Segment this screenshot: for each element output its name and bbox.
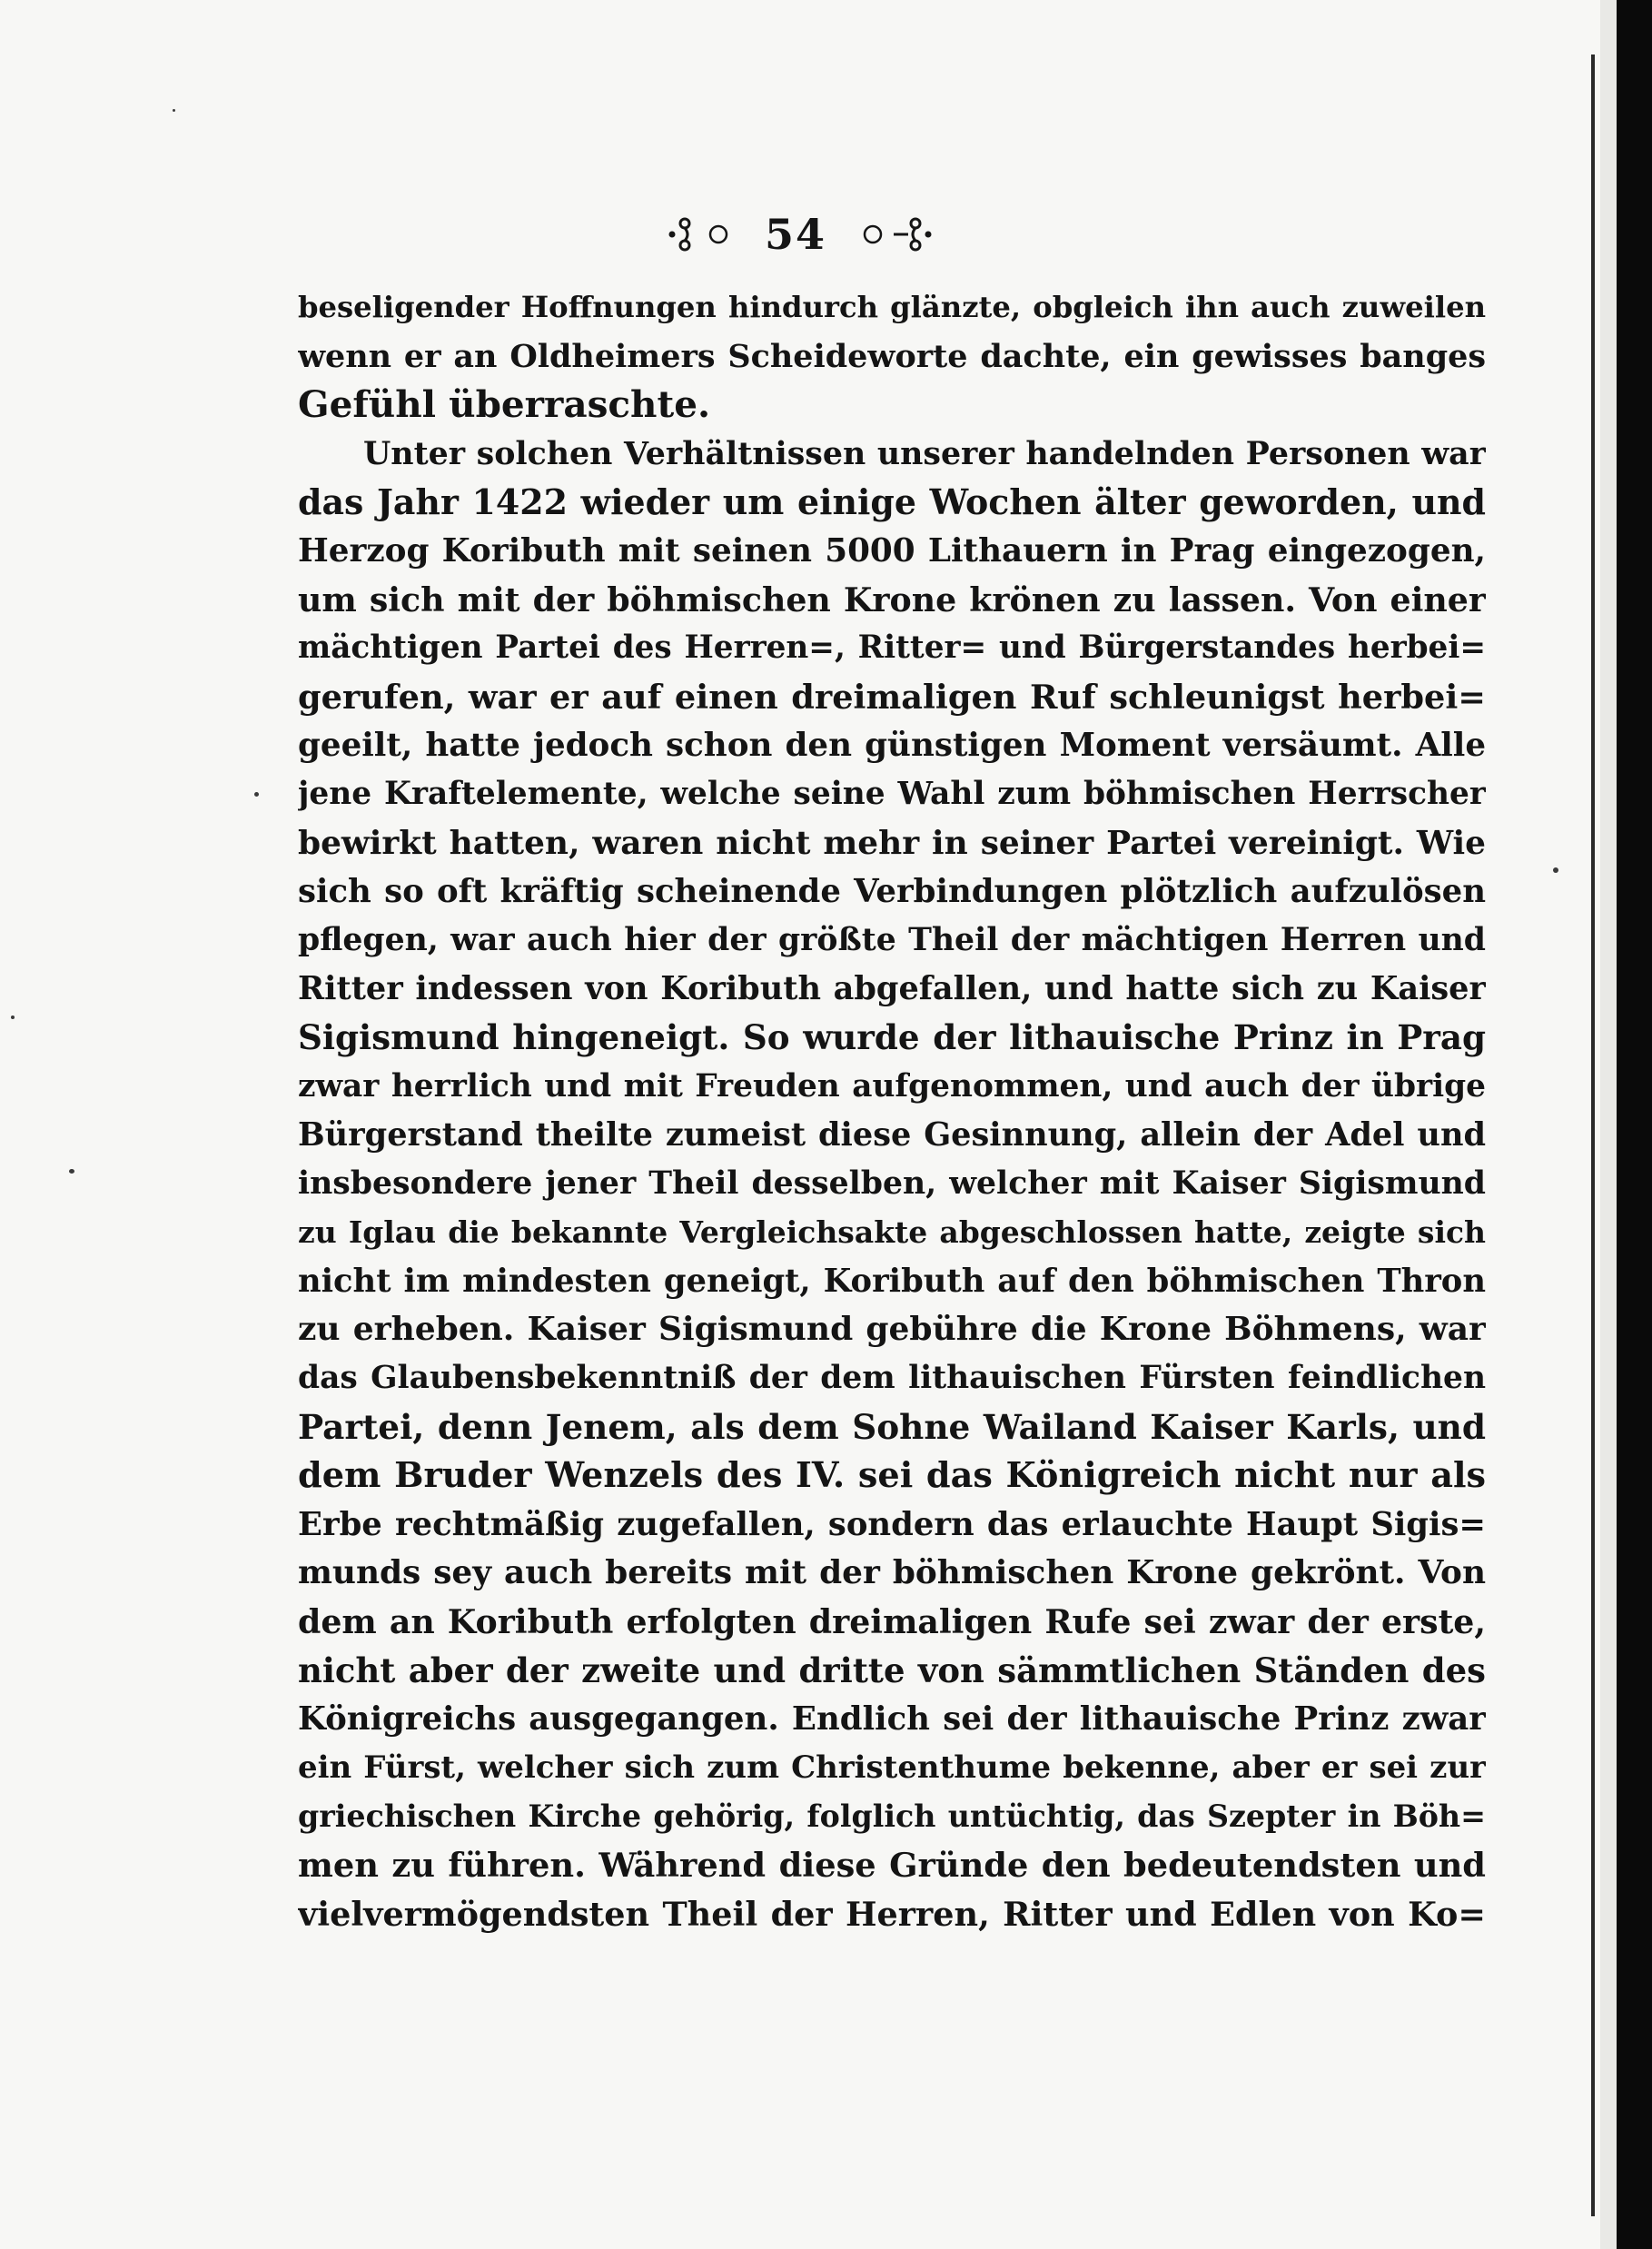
text-line: Königreichs ausgegangen. Endlich sei der lithauische Prinz zwar — [298, 1700, 1486, 1739]
scan-speck — [173, 109, 175, 112]
text-line: nicht im mindesten geneigt, Koributh auf den böhmischen Thron — [298, 1262, 1486, 1300]
page-number: 54 — [764, 210, 826, 259]
text-line: bewirkt hatten, waren nicht mehr in seiner Partei vereinigt. Wie — [298, 823, 1486, 862]
text-line: nicht aber der zweite und dritte von sämmtlichen Ständen des — [298, 1650, 1486, 1690]
flourish-icon — [667, 216, 697, 253]
ring-icon — [861, 223, 885, 246]
flourish-icon — [894, 216, 934, 253]
text-line: das Glaubensbekenntniß der dem lithauischen Fürsten feindlichen — [298, 1360, 1486, 1397]
text-line: Erbe rechtmäßig zugefallen, sondern das erlauchte Haupt Sigis= — [298, 1505, 1486, 1543]
text-line: Partei, denn Jenem, als dem Sohne Wailand Kaiser Karls, und — [298, 1406, 1486, 1447]
next-page-edge — [1600, 0, 1617, 2249]
scan-speck — [254, 792, 259, 797]
text-line: Sigismund hingeneigt. So wurde der lithauische Prinz in Prag — [298, 1016, 1486, 1057]
text-line: ein Fürst, welcher sich zum Christenthume bekenne, aber er sei zur — [298, 1749, 1486, 1786]
text-line: vielvermögendsten Theil der Herren, Ritter und Edlen von Ko= — [298, 1894, 1486, 1934]
ring-icon — [707, 223, 730, 246]
right-ornament — [861, 216, 934, 253]
text-line: Unter solchen Verhältnissen unserer handelnden Personen war — [363, 434, 1486, 472]
text-line: zu erheben. Kaiser Sigismund gebühre die Krone Böhmens, war — [298, 1310, 1486, 1349]
text-line: munds sey auch bereits mit der böhmischen Krone gekrönt. Von — [298, 1553, 1486, 1592]
scan-background — [1617, 0, 1652, 2249]
text-line: dem Bruder Wenzels des IV. sei das Königreich nicht nur als — [298, 1455, 1486, 1497]
scan-speck — [69, 1169, 74, 1174]
text-line: dem an Koributh erfolgten dreimaligen Rufe sei zwar der erste, — [298, 1602, 1486, 1642]
page-header — [0, 207, 1600, 262]
left-ornament — [667, 216, 730, 253]
text-line: men zu führen. Während diese Gründe den bedeutendsten und — [298, 1845, 1486, 1885]
text-line: pflegen, war auch hier der größte Theil der mächtigen Herren und — [298, 921, 1486, 958]
text-line: griechischen Kirche gehörig, folglich untüchtig, das Szepter in Böh= — [298, 1798, 1486, 1835]
text-line: sich so oft kräftig scheinende Verbindungen plötzlich aufzulösen — [298, 873, 1486, 911]
text-line: Herzog Koributh mit seinen 5000 Lithauern in Prag eingezogen, — [298, 530, 1486, 570]
text-line: gerufen, war er auf einen dreimaligen Ruf schleunigst herbei= — [298, 677, 1486, 717]
text-line: zwar herrlich und mit Freuden aufgenommen, und auch der übrige — [298, 1067, 1486, 1105]
text-line: mächtigen Partei des Herren=, Ritter= und Bürgerstandes herbei= — [298, 629, 1486, 667]
text-line: Gefühl überraschte. — [298, 382, 711, 427]
text-line: Bürgerstand theilte zumeist diese Gesinnung, allein der Adel und — [298, 1116, 1486, 1154]
body-text — [298, 283, 1486, 1938]
text-line: zu Iglau die bekannte Vergleichsakte abgeschlossen hatte, zeigte sich — [298, 1214, 1486, 1251]
text-line: beseligender Hoffnungen hindurch glänzte, obgleich ihn auch zuweilen — [298, 290, 1486, 324]
text-line: Ritter indessen von Koributh abgefallen, und hatte sich zu Kaiser — [298, 970, 1486, 1008]
page-edge-shadow — [1591, 54, 1595, 2216]
text-line: insbesondere jener Theil desselben, welcher mit Kaiser Sigismund — [298, 1164, 1486, 1202]
text-line: das Jahr 1422 wieder um einige Wochen älter geworden, und — [298, 481, 1486, 523]
text-line: geeilt, hatte jedoch schon den günstigen Moment versäumt. Alle — [298, 727, 1486, 765]
text-line: wenn er an Oldheimers Scheideworte dachte, ein gewisses banges — [298, 337, 1486, 375]
text-line: um sich mit der böhmischen Krone krönen zu lassen. Von einer — [298, 580, 1486, 619]
scan-speck — [11, 1016, 15, 1019]
text-line: jene Kraftelemente, welche seine Wahl zum böhmischen Herrscher — [298, 775, 1486, 812]
scan-speck — [1553, 867, 1558, 873]
